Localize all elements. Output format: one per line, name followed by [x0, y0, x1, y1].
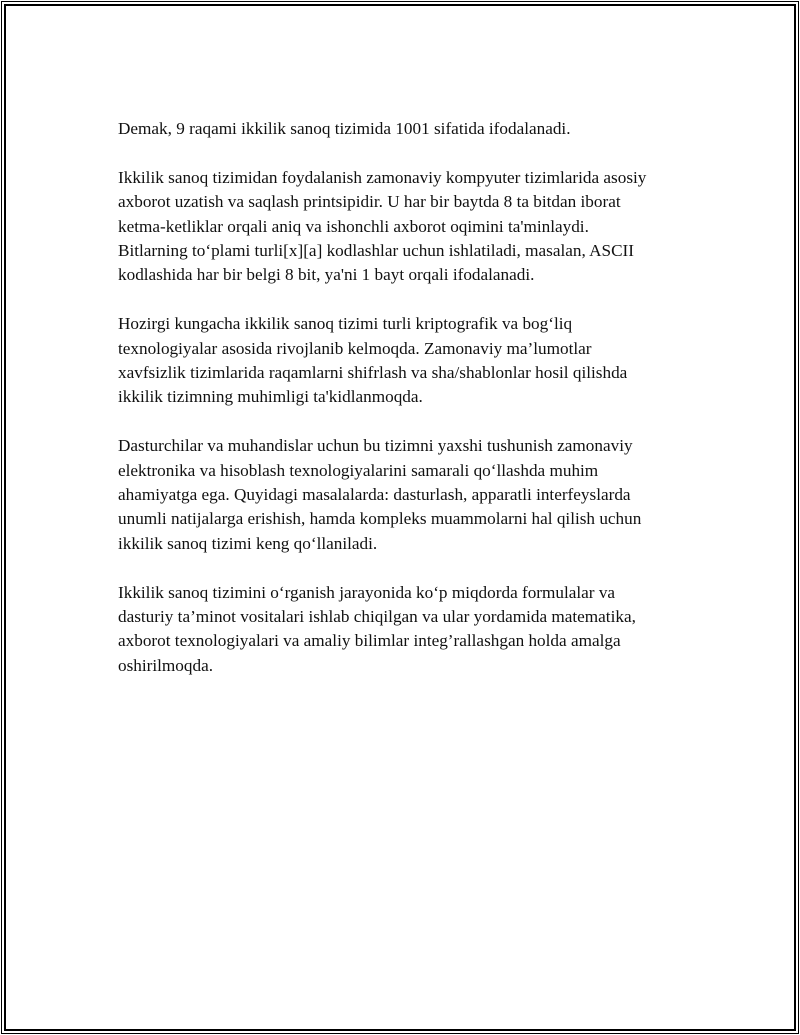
- text-line: Hozirgi kungacha ikkilik sanoq tizimi turli kriptografik va bog‘liq: [118, 314, 573, 334]
- text-line: kodlashida har bir belgi 8 bit, ya'ni 1 bayt orqali ifodalanadi.: [118, 265, 535, 285]
- text-line: texnologiyalar asosida rivojlanib kelmoqda. Zamonaviy ma’lumotlar: [118, 338, 592, 358]
- paragraph-1: [118, 117, 698, 141]
- text-line: unumli natijalarga erishish, hamda kompleks muammolarni hal qilish uchun: [118, 509, 642, 529]
- text-line: axborot texnologiyalari va amaliy bilimlar integ’rallashgan holda amalga: [118, 631, 621, 651]
- text-line: Ikkilik sanoq tizimini o‘rganish jarayonida ko‘p miqdorda formulalar va: [118, 582, 616, 602]
- text-line: ketma-ketliklar orqali aniq va ishonchli axborot oqimini ta'minlaydi.: [118, 216, 589, 236]
- paragraph-4: [118, 434, 698, 556]
- text-line: axborot uzatish va saqlash printsipidir. U har bir baytda 8 ta bitdan iborat: [118, 192, 621, 212]
- text-line: ikkilik tizimning muhimligi ta'kidlanmoqda.: [118, 387, 423, 407]
- text-line: dasturiy ta’minot vositalari ishlab chiqilgan va ular yordamida matematika,: [118, 607, 636, 627]
- text-line: ahamiyatga ega. Quyidagi masalalarda: dasturlash, apparatli interfeyslarda: [118, 485, 631, 505]
- text-line: Demak, 9 raqami ikkilik sanoq tizimida 1001 sifatida ifodalanadi.: [118, 119, 571, 138]
- text-line: Ikkilik sanoq tizimidan foydalanish zamonaviy kompyuter tizimlarida asosiy: [118, 167, 647, 187]
- text-line: oshirilmoqda.: [118, 655, 214, 675]
- document-body: [118, 117, 698, 703]
- text-line: ikkilik sanoq tizimi keng qo‘llaniladi.: [118, 533, 378, 553]
- text-line: xavfsizlik tizimlarida raqamlarni shifrlash va sha/shablonlar hosil qilishda: [118, 363, 628, 383]
- text-line: Bitlarning to‘plami turli[x][a] kodlashlar uchun ishlatiladi, masalan, ASCII: [118, 241, 634, 261]
- paragraph-2: [118, 166, 698, 288]
- paragraph-5: [118, 581, 698, 679]
- paragraph-3: [118, 312, 698, 410]
- text-line: Dasturchilar va muhandislar uchun bu tizimni yaxshi tushunish zamonaviy: [118, 436, 633, 456]
- text-line: elektronika va hisoblash texnologiyalarini samarali qo‘llashda muhim: [118, 460, 599, 480]
